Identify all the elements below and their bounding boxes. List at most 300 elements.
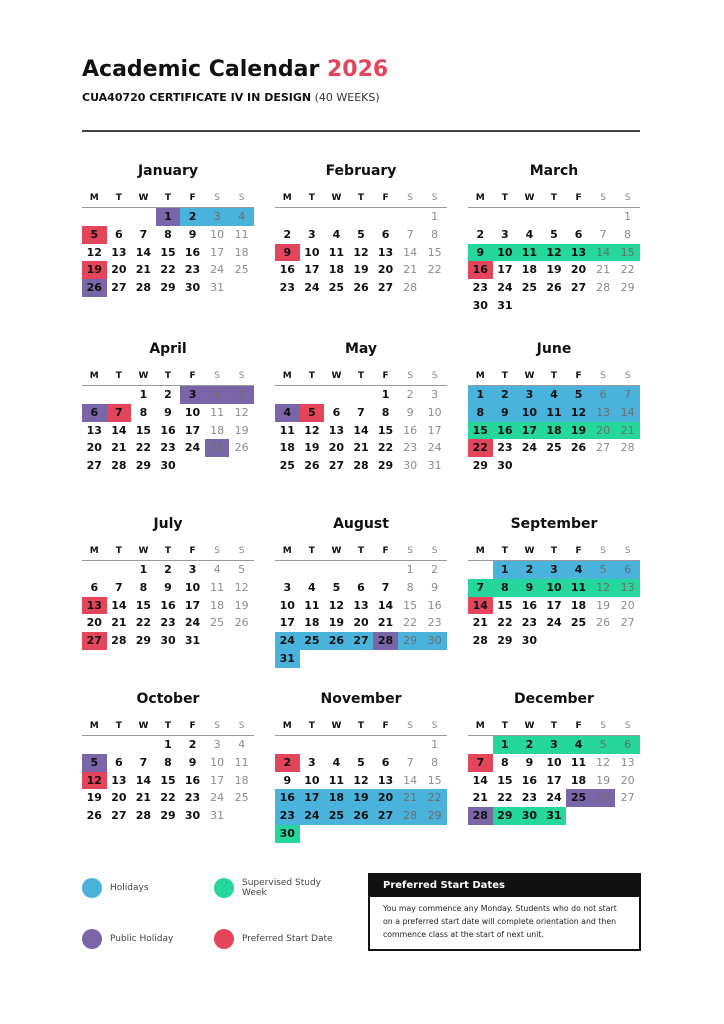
weekday-label: F xyxy=(189,721,196,731)
day-cell: 22 xyxy=(620,263,635,277)
day-cell: 23 xyxy=(184,263,201,277)
weekday-label: S xyxy=(624,546,631,556)
weekday-label: T xyxy=(308,371,315,381)
day-cell: 26 xyxy=(546,281,562,295)
weekday-label: T xyxy=(357,193,365,203)
day-cell: 20 xyxy=(111,791,127,805)
weekday-label: S xyxy=(407,721,413,731)
weekday-label: S xyxy=(624,371,631,381)
day-cell: 12 xyxy=(566,404,591,422)
day-grid xyxy=(275,208,447,297)
day-cell: 1 xyxy=(139,388,148,401)
day-cell: 16 xyxy=(493,422,518,440)
day-cell: 16 xyxy=(160,598,176,612)
day-cell: 11 xyxy=(304,598,320,612)
day-cell: 28 xyxy=(135,809,152,823)
day-cell: 7 xyxy=(381,580,390,594)
day-cell: 10 xyxy=(184,405,201,419)
weekday-label: W xyxy=(138,721,149,731)
day-cell: 30 xyxy=(184,809,201,823)
day-cell: 14 xyxy=(403,245,418,259)
weekday-label: S xyxy=(238,371,245,381)
day-cell: 13 xyxy=(82,597,107,615)
day-cell: 13 xyxy=(328,423,345,437)
day-cell: 24 xyxy=(210,791,225,805)
weekday-label: T xyxy=(357,546,365,556)
day-cell: 3 xyxy=(188,563,197,576)
day-cell: 31 xyxy=(497,298,513,312)
day-cell: 13 xyxy=(615,579,640,597)
day-cell: 16 xyxy=(275,789,300,807)
day-cell: 30 xyxy=(275,825,300,843)
day-cell: 22 xyxy=(422,789,447,807)
day-cell: 15 xyxy=(160,245,176,259)
day-cell: 26 xyxy=(234,441,249,455)
day-cell: 31 xyxy=(210,281,225,295)
weekday-label: T xyxy=(115,371,122,381)
day-cell: 3 xyxy=(205,208,230,226)
day-cell: 19 xyxy=(546,263,562,277)
day-cell: 18 xyxy=(210,423,225,437)
day-cell: 3 xyxy=(283,580,292,594)
day-cell: 14 xyxy=(615,404,640,422)
day-cell: 24 xyxy=(210,263,225,277)
weekday-header xyxy=(82,367,254,386)
day-cell: 17 xyxy=(184,423,201,437)
day-cell: 5 xyxy=(357,755,365,769)
day-cell: 22 xyxy=(403,616,418,630)
month-october xyxy=(82,689,254,825)
course-duration: (40 WEEKS) xyxy=(314,91,380,104)
empty-day-cell xyxy=(349,736,374,754)
empty-day-cell xyxy=(82,561,107,579)
day-cell: 25 xyxy=(328,281,345,295)
day-cell: 6 xyxy=(357,580,365,594)
day-cell: 13 xyxy=(377,245,394,259)
day-cell: 13 xyxy=(353,598,369,612)
month-may xyxy=(275,339,447,475)
weekday-label: T xyxy=(501,193,508,203)
empty-day-cell xyxy=(107,561,132,579)
day-cell: 26 xyxy=(349,807,374,825)
day-cell: 22 xyxy=(468,439,493,457)
weekday-label: S xyxy=(624,193,631,203)
day-cell: 1 xyxy=(156,208,181,226)
weekday-label: S xyxy=(238,721,245,731)
day-cell: 12 xyxy=(86,245,102,259)
day-cell: 20 xyxy=(620,773,635,787)
weekday-label: S xyxy=(624,721,631,731)
weekday-label: T xyxy=(308,721,315,731)
day-grid xyxy=(275,736,447,843)
day-cell: 27 xyxy=(620,616,635,630)
empty-day-cell xyxy=(300,386,325,404)
day-cell: 18 xyxy=(324,789,349,807)
day-cell: 27 xyxy=(570,281,587,295)
day-cell: 10 xyxy=(493,244,518,262)
day-cell: 23 xyxy=(521,791,538,805)
legend-label: Supervised Study Week xyxy=(242,878,321,898)
weekday-label: W xyxy=(331,546,342,556)
day-cell: 29 xyxy=(422,807,447,825)
day-cell: 16 xyxy=(403,423,418,437)
weekday-label: T xyxy=(164,193,172,203)
day-cell: 25 xyxy=(324,807,349,825)
day-cell: 24 xyxy=(304,281,320,295)
day-cell: 21 xyxy=(472,616,488,630)
info-box-body: You may commence any Monday. Students who do not start on a preferred start date will complete orientation and then commence class at the start of next unit. xyxy=(383,904,617,939)
day-cell: 6 xyxy=(332,405,341,419)
weekday-label: F xyxy=(382,371,389,381)
day-cell: 25 xyxy=(521,281,538,295)
day-cell: 18 xyxy=(279,441,295,455)
empty-day-cell xyxy=(82,736,107,754)
day-cell: 30 xyxy=(184,281,201,295)
day-cell: 25 xyxy=(570,616,587,630)
day-cell: 22 xyxy=(135,441,152,455)
day-cell: 10 xyxy=(184,580,201,594)
day-cell: 20 xyxy=(570,263,587,277)
day-cell: 4 xyxy=(525,227,534,241)
day-cell: 22 xyxy=(497,616,513,630)
month-name: June xyxy=(536,341,572,357)
day-cell: 2 xyxy=(275,754,300,772)
day-cell: 5 xyxy=(566,386,591,404)
day-cell: 1 xyxy=(493,736,518,754)
day-cell: 8 xyxy=(164,227,172,241)
day-cell: 4 xyxy=(213,563,221,576)
day-grid xyxy=(82,208,254,297)
day-grid xyxy=(275,561,447,668)
day-cell: 20 xyxy=(620,598,635,612)
day-cell: 28 xyxy=(111,634,127,648)
day-cell: 24 xyxy=(300,807,325,825)
day-cell: 9 xyxy=(188,227,197,241)
day-grid xyxy=(468,386,640,475)
day-cell: 1 xyxy=(468,386,493,404)
day-cell: 22 xyxy=(497,791,513,805)
empty-day-cell xyxy=(82,386,107,404)
day-cell: 10 xyxy=(427,405,442,419)
day-cell: 3 xyxy=(180,386,205,404)
day-cell: 23 xyxy=(403,441,418,455)
day-grid xyxy=(468,736,640,825)
day-cell: 29 xyxy=(497,634,513,648)
day-cell: 23 xyxy=(184,791,201,805)
day-cell: 3 xyxy=(517,386,542,404)
weekday-label: M xyxy=(89,371,99,381)
day-cell: 16 xyxy=(468,261,493,279)
legend-public-holiday xyxy=(82,929,173,949)
day-cell: 9 xyxy=(517,579,542,597)
day-cell: 2 xyxy=(517,561,542,579)
month-january xyxy=(82,161,254,297)
empty-day-cell xyxy=(300,736,325,754)
day-cell: 17 xyxy=(497,263,513,277)
day-cell: 8 xyxy=(501,755,509,769)
day-grid xyxy=(82,736,254,825)
day-cell: 10 xyxy=(279,598,295,612)
weekday-label: T xyxy=(115,721,122,731)
weekday-label: M xyxy=(89,546,99,556)
day-cell: 31 xyxy=(427,459,442,473)
weekday-label: W xyxy=(524,371,535,381)
day-cell: 3 xyxy=(308,755,316,769)
day-cell: 25 xyxy=(300,632,325,650)
day-cell: 27 xyxy=(111,809,127,823)
preferred-swatch-icon xyxy=(214,929,234,949)
day-cell: 3 xyxy=(213,738,221,751)
day-cell: 12 xyxy=(542,244,567,262)
weekday-label: M xyxy=(89,193,99,203)
day-cell: 30 xyxy=(403,459,418,473)
day-cell: 14 xyxy=(111,423,127,437)
empty-day-cell xyxy=(324,208,349,226)
day-cell: 15 xyxy=(135,598,152,612)
weekday-label: S xyxy=(431,546,438,556)
legend-label: Holidays xyxy=(110,883,149,893)
empty-day-cell xyxy=(349,561,374,579)
empty-day-cell xyxy=(324,561,349,579)
day-cell: 14 xyxy=(468,597,493,615)
day-cell: 27 xyxy=(596,441,611,455)
month-name: April xyxy=(149,341,187,357)
day-cell: 11 xyxy=(210,405,225,419)
day-cell: 19 xyxy=(86,791,102,805)
weekday-label: T xyxy=(550,193,558,203)
month-name: September xyxy=(510,516,598,532)
day-cell: 21 xyxy=(111,441,127,455)
day-cell: 8 xyxy=(624,227,632,241)
day-cell: 11 xyxy=(234,227,249,241)
day-cell: 31 xyxy=(275,650,300,668)
day-cell: 2 xyxy=(164,388,172,401)
day-cell: 28 xyxy=(353,459,369,473)
day-cell: 23 xyxy=(472,281,488,295)
month-name: February xyxy=(325,163,397,179)
weekday-label: F xyxy=(575,371,582,381)
day-cell: 16 xyxy=(279,263,295,277)
weekday-label: S xyxy=(238,193,245,203)
day-cell: 25 xyxy=(566,789,591,807)
day-cell: 27 xyxy=(86,459,102,473)
day-cell: 8 xyxy=(431,227,439,241)
day-cell: 30 xyxy=(517,807,542,825)
preferred-start-info-box xyxy=(368,873,641,951)
day-cell: 6 xyxy=(574,227,583,241)
day-cell: 19 xyxy=(234,423,249,437)
day-cell: 13 xyxy=(591,404,616,422)
day-cell: 24 xyxy=(184,616,201,630)
weekday-label: T xyxy=(357,371,365,381)
day-cell: 10 xyxy=(210,227,225,241)
month-march xyxy=(468,161,640,315)
day-cell: 9 xyxy=(493,404,518,422)
weekday-label: S xyxy=(431,371,438,381)
day-cell: 7 xyxy=(599,227,607,241)
day-cell: 5 xyxy=(550,227,558,241)
day-cell: 18 xyxy=(234,245,249,259)
day-cell: 31 xyxy=(210,809,225,823)
day-cell: 29 xyxy=(398,632,423,650)
day-cell: 17 xyxy=(304,263,320,277)
day-cell: 18 xyxy=(521,263,538,277)
day-cell: 19 xyxy=(304,441,320,455)
empty-day-cell xyxy=(493,208,518,226)
weekday-label: S xyxy=(214,721,220,731)
day-cell: 21 xyxy=(135,791,152,805)
day-cell: 4 xyxy=(308,580,316,594)
day-cell: 18 xyxy=(328,263,345,277)
weekday-label: W xyxy=(138,193,149,203)
day-cell: 8 xyxy=(406,580,414,594)
month-name: August xyxy=(333,516,389,532)
day-cell: 30 xyxy=(160,634,176,648)
day-cell: 28 xyxy=(373,632,398,650)
day-cell: 5 xyxy=(591,561,616,579)
day-cell: 27 xyxy=(82,632,107,650)
weekday-label: S xyxy=(431,193,438,203)
weekday-label: T xyxy=(501,721,508,731)
day-cell: 11 xyxy=(566,579,591,597)
empty-day-cell xyxy=(131,208,156,226)
day-cell: 6 xyxy=(115,227,123,241)
weekday-label: S xyxy=(238,546,245,556)
day-cell: 20 xyxy=(328,441,345,455)
month-name: January xyxy=(137,163,199,179)
day-cell: 9 xyxy=(275,244,300,262)
day-cell: 8 xyxy=(139,405,148,419)
day-cell: 17 xyxy=(546,598,562,612)
empty-day-cell xyxy=(517,208,542,226)
empty-day-cell xyxy=(566,208,591,226)
day-cell: 21 xyxy=(111,616,127,630)
day-cell: 22 xyxy=(135,616,152,630)
day-cell: 9 xyxy=(164,405,172,419)
course-code: CUA40720 CERTIFICATE IV IN DESIGN xyxy=(82,91,312,104)
day-cell: 15 xyxy=(497,773,513,787)
empty-day-cell xyxy=(300,561,325,579)
weekday-label: W xyxy=(524,193,535,203)
weekday-label: W xyxy=(138,371,149,381)
day-cell: 19 xyxy=(566,422,591,440)
day-cell: 29 xyxy=(135,459,152,473)
empty-day-cell xyxy=(275,736,300,754)
day-cell: 23 xyxy=(160,441,176,455)
legend-label: Preferred Start Date xyxy=(242,934,333,944)
day-cell: 20 xyxy=(591,422,616,440)
day-cell: 12 xyxy=(353,245,369,259)
title-text: Academic Calendar xyxy=(82,57,320,82)
day-cell: 22 xyxy=(160,263,176,277)
month-december xyxy=(468,689,640,825)
weekday-label: S xyxy=(431,721,438,731)
day-cell: 16 xyxy=(521,773,538,787)
empty-day-cell xyxy=(107,736,132,754)
day-cell: 1 xyxy=(624,210,632,223)
day-cell: 10 xyxy=(304,245,320,259)
day-cell: 2 xyxy=(180,208,205,226)
empty-day-cell xyxy=(542,208,567,226)
month-april xyxy=(82,339,254,475)
weekday-label: T xyxy=(164,546,172,556)
day-cell: 7 xyxy=(615,386,640,404)
month-september xyxy=(468,514,640,650)
day-grid xyxy=(468,208,640,315)
day-cell: 1 xyxy=(493,561,518,579)
day-cell: 21 xyxy=(472,791,488,805)
weekday-label: W xyxy=(331,193,342,203)
empty-day-cell xyxy=(324,736,349,754)
month-august xyxy=(275,514,447,668)
day-cell: 3 xyxy=(431,388,439,401)
day-cell: 9 xyxy=(406,405,414,419)
month-june xyxy=(468,339,640,475)
day-cell: 26 xyxy=(353,281,369,295)
weekday-label: T xyxy=(550,546,558,556)
weekday-label: T xyxy=(164,721,172,731)
day-cell: 6 xyxy=(82,404,107,422)
day-cell: 15 xyxy=(468,422,493,440)
day-cell: 26 xyxy=(234,616,249,630)
day-cell: 29 xyxy=(472,459,488,473)
day-cell: 13 xyxy=(620,755,635,769)
day-cell: 14 xyxy=(111,598,127,612)
day-cell: 26 xyxy=(324,632,349,650)
day-cell: 21 xyxy=(403,263,418,277)
day-cell: 2 xyxy=(476,227,485,241)
day-cell: 8 xyxy=(431,755,439,769)
weekday-label: S xyxy=(600,371,606,381)
title-year: 2026 xyxy=(326,57,389,82)
weekday-label: S xyxy=(214,546,220,556)
weekday-label: F xyxy=(189,193,196,203)
weekday-label: F xyxy=(382,193,389,203)
legend-preferred xyxy=(214,929,333,949)
day-cell: 10 xyxy=(542,579,567,597)
day-grid xyxy=(275,386,447,475)
month-name: July xyxy=(153,516,183,532)
day-cell: 18 xyxy=(570,598,587,612)
weekday-label: F xyxy=(189,371,196,381)
day-cell: 27 xyxy=(620,791,635,805)
day-cell: 16 xyxy=(521,598,538,612)
day-cell: 16 xyxy=(184,245,201,259)
day-cell: 12 xyxy=(234,405,249,419)
day-cell: 26 xyxy=(570,441,587,455)
weekday-header xyxy=(275,542,447,561)
day-cell: 15 xyxy=(615,244,640,262)
day-cell: 25 xyxy=(234,791,249,805)
weekday-header xyxy=(82,189,254,208)
month-name: May xyxy=(344,341,378,357)
day-cell: 8 xyxy=(493,579,518,597)
day-cell: 12 xyxy=(591,579,616,597)
weekday-label: T xyxy=(501,546,508,556)
day-cell: 24 xyxy=(546,616,562,630)
weekday-label: S xyxy=(600,193,606,203)
day-cell: 17 xyxy=(427,423,442,437)
day-cell: 22 xyxy=(427,263,442,277)
day-cell: 23 xyxy=(275,807,300,825)
day-cell: 11 xyxy=(234,755,249,769)
day-cell: 29 xyxy=(160,281,176,295)
day-cell: 28 xyxy=(403,281,418,295)
day-cell: 28 xyxy=(398,807,423,825)
day-cell: 10 xyxy=(517,404,542,422)
weekday-label: M xyxy=(282,721,292,731)
day-cell: 28 xyxy=(620,441,635,455)
